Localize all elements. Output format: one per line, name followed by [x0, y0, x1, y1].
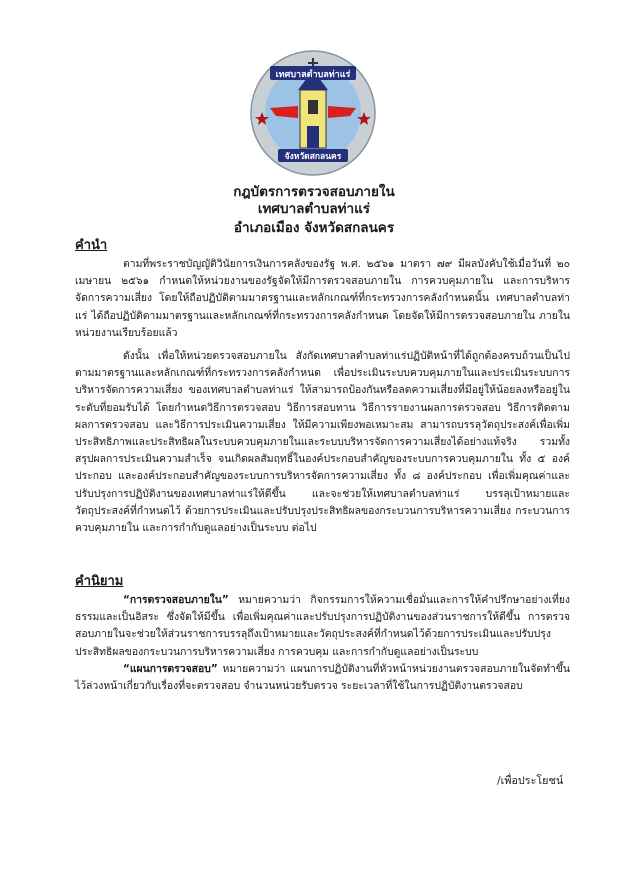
continuation-note: /เพื่อประโยชน์: [497, 774, 564, 787]
seal-bottom-text: จังหวัดสกลนคร: [284, 152, 342, 162]
intro-paragraph-1: ตามที่พระราชบัญญัติวินัยการเงินการคลังของรัฐ พ.ศ. ๒๕๖๑ มาตรา ๗๙ มีผลบังคับใช้เมื่อวันที่ ๒๐ เมษายน ๒๕๖๑ กำหนดให้หน่วยงานของรัฐจัดให้มีการตรวจสอบภายใน การควบคุมภายใน และการบริหารจัดการความเสี่ยง โดยให้ถือปฏิบัติตามมาตรฐานและหลักเกณฑ์ที่กระทรวงการคลังกำหนดนั้น เทศบาลตำบลท่าแร่ ได้ถือปฏิบัติตามมาตรฐานและหลักเกณฑ์ที่กระทรวงการคลังกำหนด โดยจัดให้มีการตรวจสอบภายใน ภายในหน่วยงานเรียบร้อยแล้ว: [75, 258, 570, 339]
definition-audit-plan-text: หมายความว่า แผนการปฏิบัติงานที่หัวหน้าหน่วยงานตรวจสอบภายในจัดทำขึ้นไว้ล่วงหน้าเกี่ยวกับเรื่องที่จะตรวจสอบ จำนวนหน่วยรับตรวจ ระยะเวลาที่ใช้ในการปฏิบัติงานตรวจสอบ: [75, 662, 570, 693]
definition-audit-plan: [75, 661, 570, 695]
seal-top-text: เทศบาลตำบลท่าแร่: [275, 70, 351, 80]
intro-paragraph-2: ดังนั้น เพื่อให้หน่วยตรวจสอบภายใน สังกัดเทศบาลตำบลท่าแร่ปฏิบัติหน้าที่ได้ถูกต้องครบถ้วนเป็นไปตามมาตรฐานและหลักเกณฑ์ที่กระทรวงการคลังกำหนด เพื่อประเมินระบบควบคุมภายในและประเมินระบบการบริหารจัดการความเสี่ยง ของเทศบาลตำบลท่าแร่ ให้สามารถป้องกันหรือลดความเสี่ยงที่มีอยู่ให้น้อยลงหรืออยู่ในระดับที่ยอมรับได้ โดยกำหนดวิธีการตรวจสอบ วิธีการสอบทาน วิธีการรายงานผลการตรวจสอบ วิธีการติดตามผลการตรวจสอบ และวิธีการประเมินความเสี่ยง ให้มีความเพียงพอเหมาะสม สามารถบรรลุวัตถุประสงค์เพื่อเพิ่มประสิทธิภาพและประสิทธิผลในระบบควบคุมภายในและระบบบริหารจัดการความเสี่ยงได้อย่างแท้จริง รวมทั้ง สรุปผลการประเมินความสำเร็จ จนเกิดผลสัมฤทธิ์ในองค์ประกอบสำคัญของระบบการควบคุมภายใน ทั้ง ๕ องค์ประกอบ และองค์ประกอบสำคัญของระบบการบริหารจัดการความเสี่ยง ทั้ง ๘ องค์ประกอบ เพื่อเพิ่มคุณค่าและปรับปรุงการปฏิบัติงานของเทศบาลท่าแร่ให้ดีขึ้น และจะช่วยให้เทศบาลตำบลท่าแร่ บรรลุเป้าหมายและวัตถุประสงค์ที่กำหนดไว้ ด้วยการประเมินและปรับปรุงประสิทธิผลของกระบวนการบริหารความเสี่ยง กระบวนการควบคุมภายใน และการกำกับดูแลอย่างเป็นระบบ ต่อไป: [75, 350, 570, 535]
intro-section: [75, 256, 570, 537]
church-door: [307, 126, 319, 148]
district-province: อำเภอเมือง จังหวัดสกลนคร: [233, 220, 395, 236]
term-audit-plan: “แผนการตรวจสอบ”: [123, 662, 218, 675]
document-title: กฎบัตรการตรวจสอบภายใน: [233, 184, 395, 200]
municipality-seal-emblem: [248, 48, 378, 178]
definition-internal-audit: [75, 592, 570, 661]
church-cross-horizontal: [308, 62, 318, 64]
church-window: [308, 100, 318, 114]
organization-name: เทศบาลตำบลท่าแร่: [257, 201, 371, 217]
definitions-heading: คำนิยาม: [75, 574, 124, 589]
term-internal-audit: “การตรวจสอบภายใน”: [123, 594, 229, 606]
definition-internal-audit-text: หมายความว่า กิจกรรมการให้ความเชื่อมั่นและการให้คำปรึกษาอย่างเที่ยงธรรมและเป็นอิสระ ซึ่งจัดให้มีขึ้น เพื่อเพิ่มคุณค่าและปรับปรุงการปฏิบัติงานของส่วนราชการให้ดีขึ้น การตรวจสอบภายในจะช่วยให้ส่วนราชการบรรลุถึงเป้าหมายและวัตถุประสงค์ที่กำหนดไว้ด้วยการประเมินและปรับปรุงประสิทธิผลของกระบวนการบริหารความเสี่ยง การควบคุม และการกำกับดูแลอย่างเป็นระบบ: [75, 594, 570, 658]
definitions-section: [75, 592, 570, 695]
intro-heading: คำนำ: [75, 238, 108, 253]
